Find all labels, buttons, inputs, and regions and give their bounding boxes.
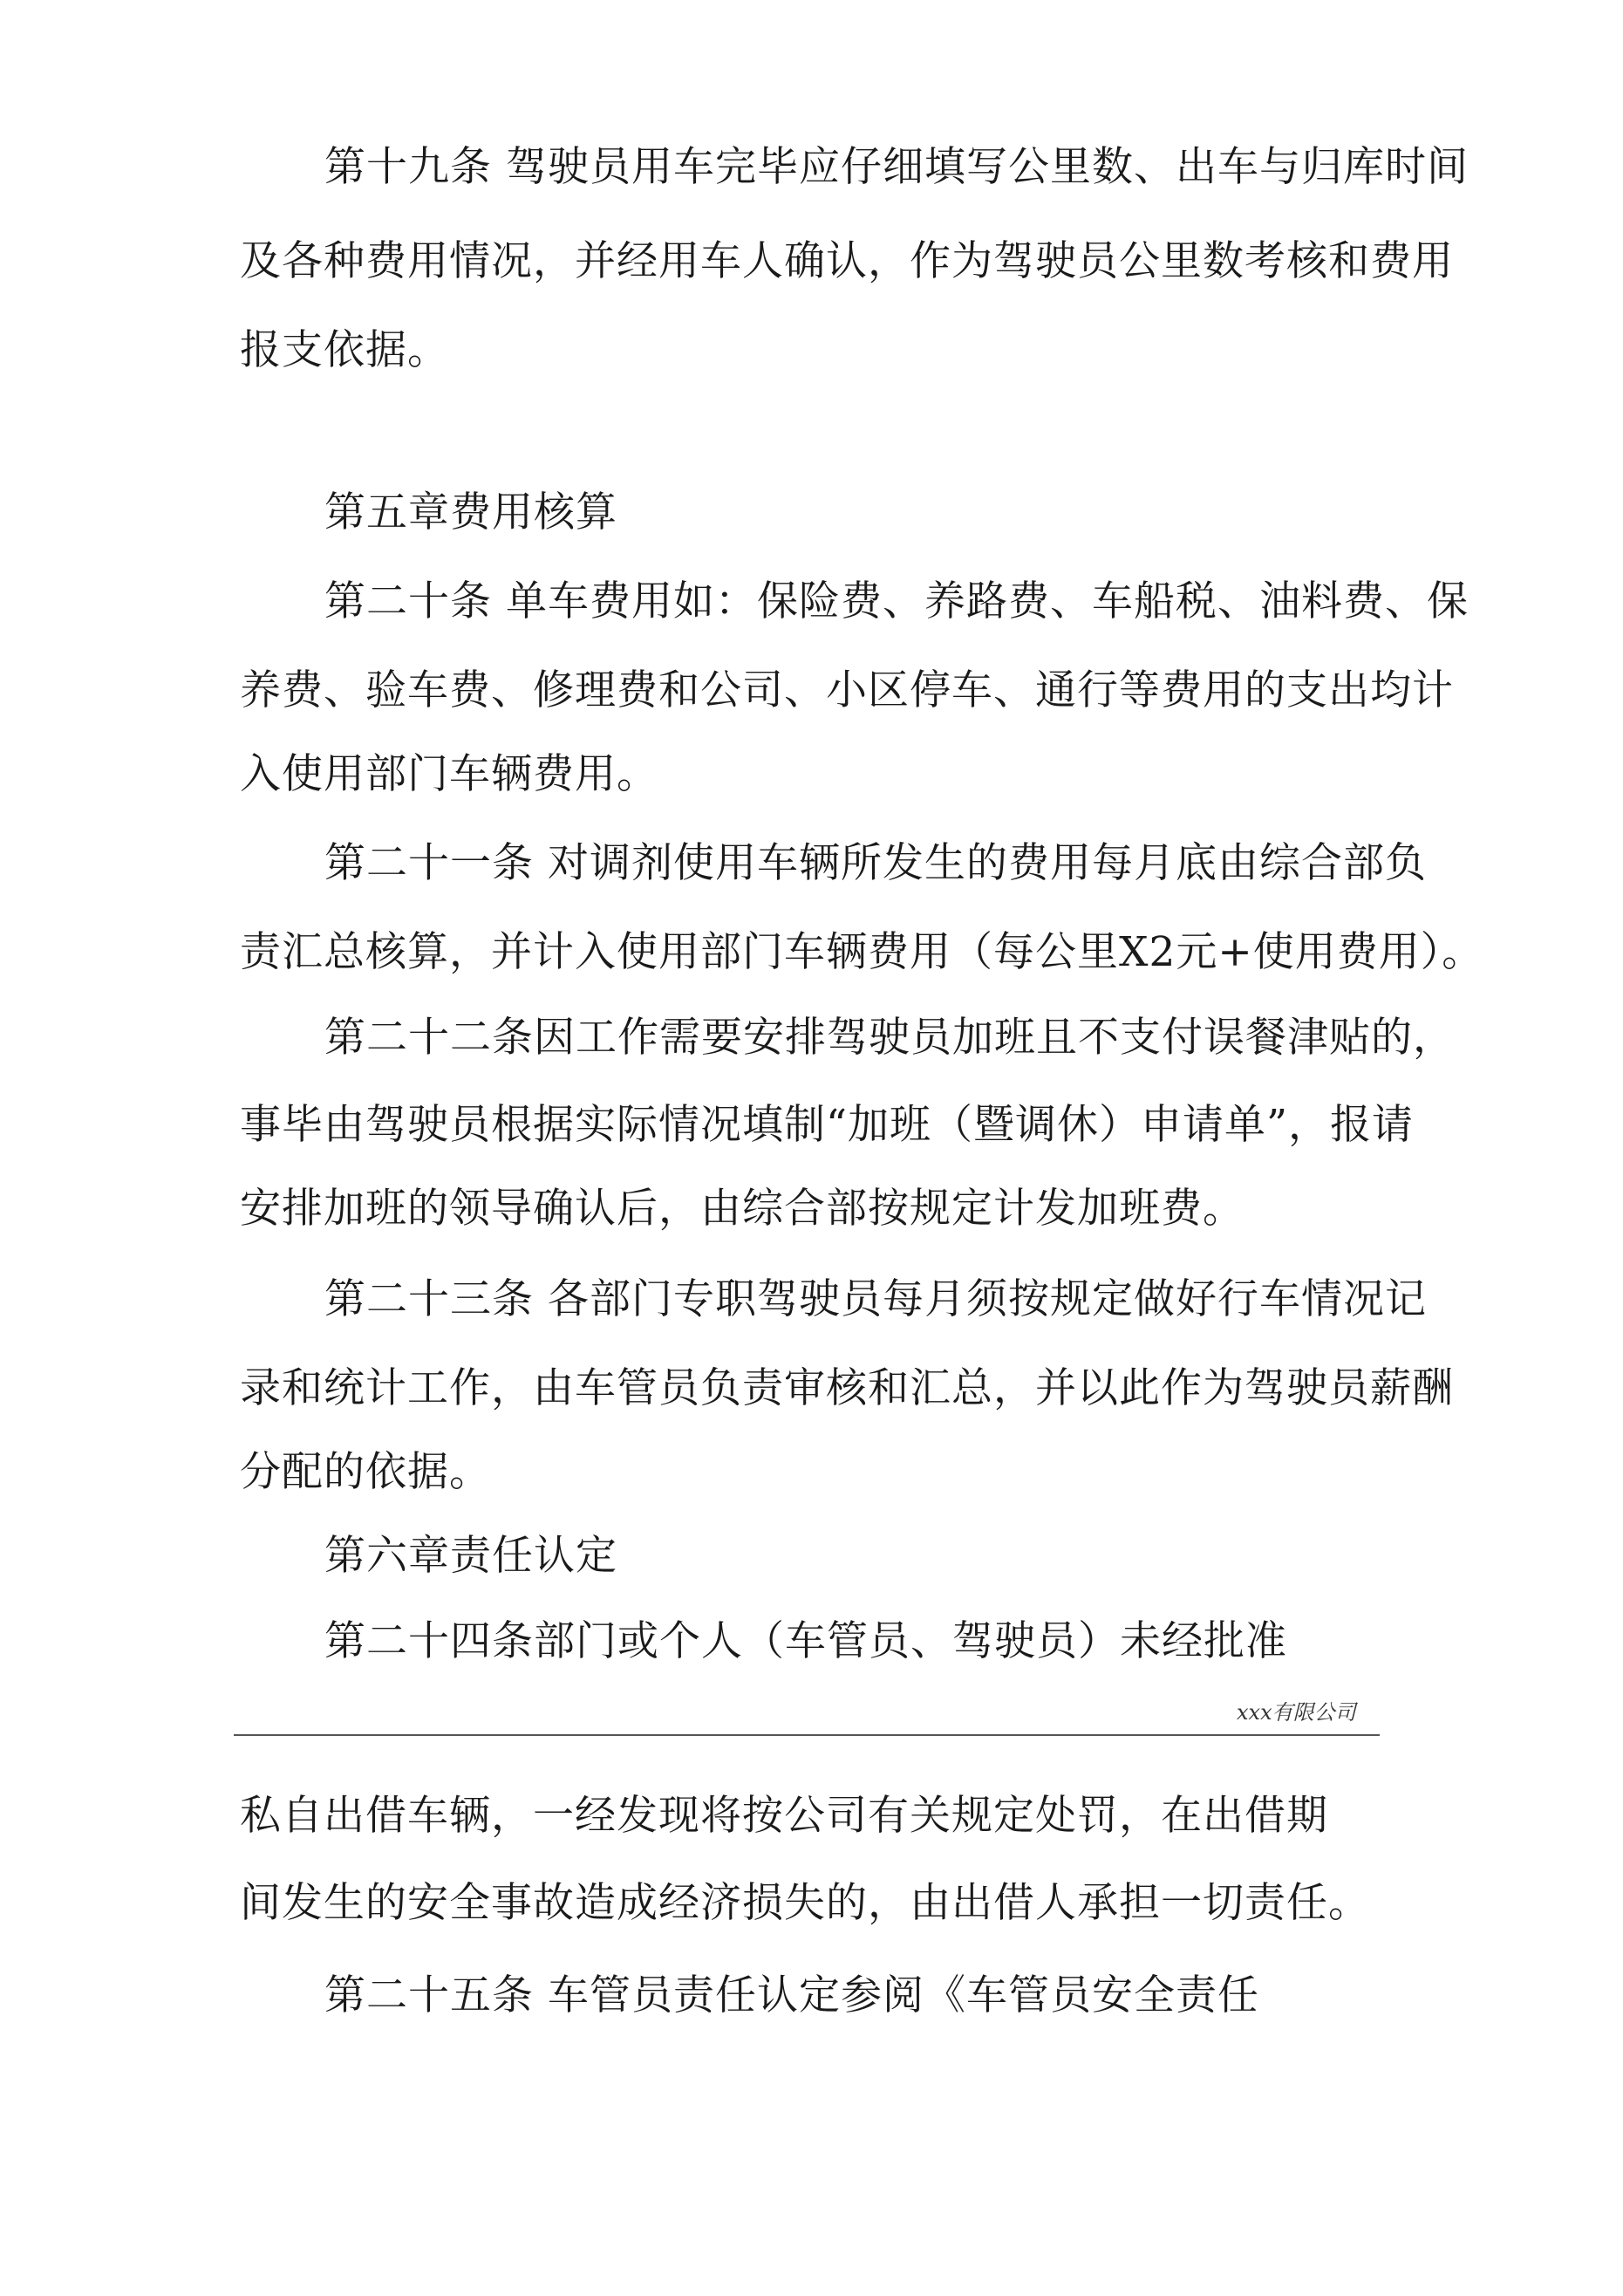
text-line: 间发生的安全事故造成经济损失的，由出借人承担一切责任。 [240, 1879, 1370, 1927]
text-line: 事毕由驾驶员根据实际情况填制“加班（暨调休）申请单”，报请 [240, 1101, 1415, 1149]
text-line: 第十九条 驾驶员用车完毕应仔细填写公里数、出车与归库时间 [324, 143, 1469, 191]
footer-divider [234, 1734, 1380, 1736]
text-line: 第二十一条 对调剂使用车辆所发生的费用每月底由综合部负 [324, 839, 1427, 887]
text-line: 责汇总核算，并计入使用部门车辆费用（每公里X2元+使用费用）。 [240, 928, 1484, 976]
text-line: 第二十二条因工作需要安排驾驶员加班且不支付误餐津贴的， [324, 1014, 1455, 1062]
footer-company-name: xxx有限公司 [1237, 1700, 1356, 1725]
text-line: 第二十五条 车管员责任认定参阅《车管员安全责任 [324, 1971, 1259, 2019]
text-line: 私自出借车辆，一经发现将按公司有关规定处罚，在出借期 [240, 1792, 1328, 1840]
text-line: 第二十条 单车费用如：保险费、养路费、车船税、油料费、保 [324, 577, 1469, 625]
text-line: 第二十四条部门或个人（车管员、驾驶员）未经批准 [324, 1617, 1287, 1665]
chapter-heading: 第五章费用核算 [324, 489, 617, 536]
text-line: 入使用部门车辆费用。 [240, 750, 658, 798]
text-line: 报支依据。 [240, 326, 449, 374]
text-line: 分配的依据。 [240, 1448, 491, 1496]
text-line: 养费、验车费、修理费和公司、小区停车、通行等费用的支出均计 [240, 666, 1454, 714]
text-line: 安排加班的领导确认后，由综合部按规定计发加班费。 [240, 1185, 1245, 1233]
text-line: 录和统计工作，由车管员负责审核和汇总，并以此作为驾驶员薪酬 [240, 1364, 1454, 1412]
chapter-heading: 第六章责任认定 [324, 1532, 617, 1580]
text-line: 及各种费用情况，并经用车人确认，作为驾驶员公里数考核和费用 [240, 237, 1454, 285]
text-line: 第二十三条 各部门专职驾驶员每月须按规定做好行车情况记 [324, 1275, 1427, 1323]
